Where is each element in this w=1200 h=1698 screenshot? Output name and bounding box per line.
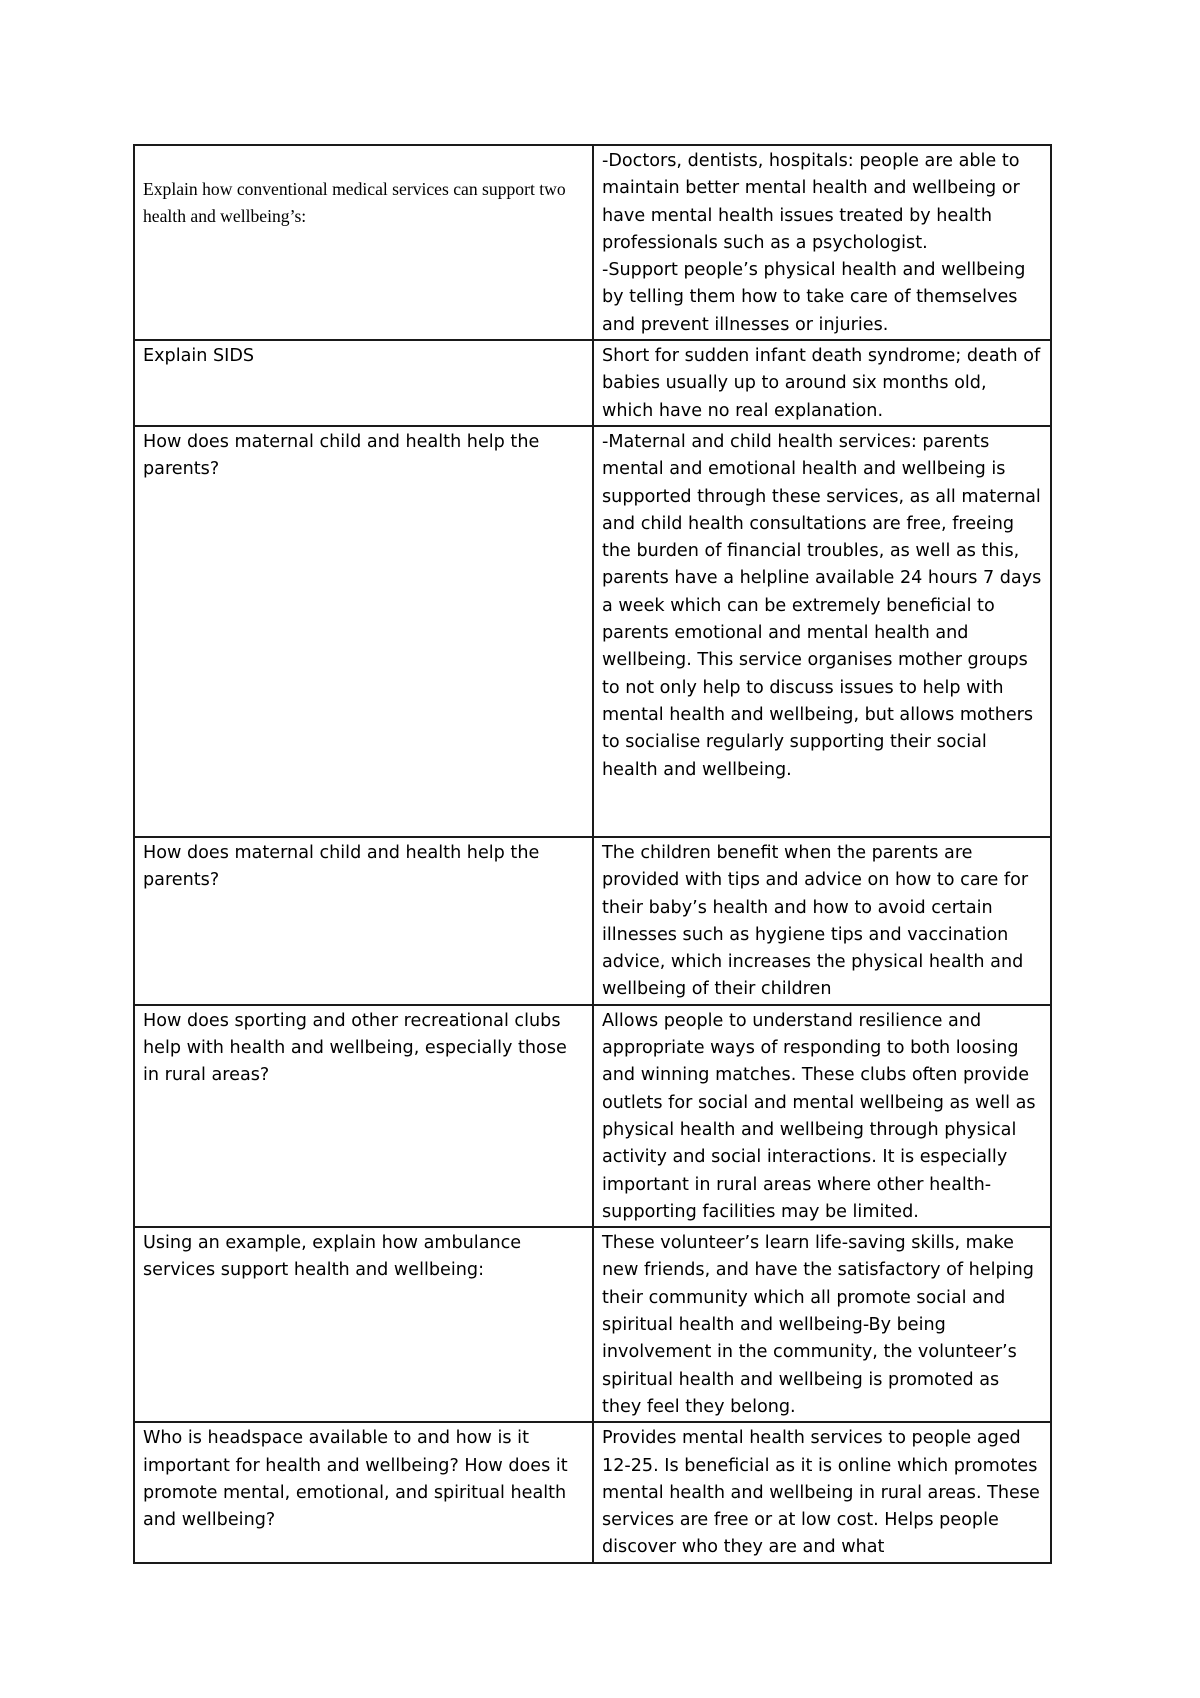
question-cell (134, 1422, 593, 1562)
table-row (134, 1005, 1051, 1227)
question-text: How does maternal child and health help the parents? (143, 431, 540, 480)
question-cell (134, 426, 593, 837)
answer-cell (593, 1005, 1051, 1227)
question-cell (134, 145, 593, 340)
question-cell (134, 1227, 593, 1422)
answer-cell (593, 837, 1051, 1005)
table-row (134, 145, 1051, 340)
question-text: How does maternal child and health help the parents? (143, 842, 540, 891)
answer-text: These volunteer’s learn life-saving skills, make new friends, and have the satisfactory of helping their community which all promote social and spiritual health and wellbeing-By being involvement in the community, the volunteer’s spiritual health and wellbeing is promoted as they feel they belong. (602, 1233, 1034, 1417)
answer-text: -Maternal and child health services: parents mental and emotional health and wellbeing is supported through these services, as all maternal and child health consultations are free, freeing the burden of financial troubles, as well as this, parents have a helpline available 24 hours 7 days a week which can be extremely beneficial to parents emotional and mental health and wellbeing. This service organises mother groups to not only help to discuss issues to help with mental health and wellbeing, but allows mothers to socialise regularly supporting their social health and wellbeing. (602, 431, 1042, 780)
question-text: Explain SIDS (143, 346, 255, 367)
qa-table (133, 144, 1052, 1564)
question-cell (134, 837, 593, 1005)
question-text: How does sporting and other recreational clubs help with health and wellbeing, especially those in rural areas? (143, 1010, 567, 1086)
answer-cell (593, 340, 1051, 426)
question-text: Using an example, explain how ambulance services support health and wellbeing: (143, 1233, 522, 1281)
answer-text: Allows people to understand resilience and appropriate ways of responding to both loosing and winning matches. These clubs often provide outlets for social and mental wellbeing as well as physical health and wellbeing through physical activity and social interactions. It is especially important in rural areas where other health-supporting facilities may be limited. (602, 1010, 1036, 1222)
answer-text: Short for sudden infant death syndrome; death of babies usually up to around six months old, which have no real explanation. (602, 346, 1041, 421)
answer-text: -Support people’s physical health and wellbeing by telling them how to take care of themselves and prevent illnesses or injuries. (602, 260, 1026, 335)
answer-text: Provides mental health services to people aged 12-25. Is beneficial as it is online which promotes mental health and wellbeing in rural areas. These services are free or at low cost. Helps people discover who they are and what (602, 1428, 1040, 1558)
answer-text: -Doctors, dentists, hospitals: people are able to maintain better mental health and wellbeing or have mental health issues treated by health professionals such as a psychologist. (602, 151, 1020, 253)
answer-cell (593, 1227, 1051, 1422)
qa-table-body (134, 145, 1051, 1563)
question-cell (134, 1005, 593, 1227)
question-text: Who is headspace available to and how is it important for health and wellbeing? How does it promote mental, emotional, and spiritual health and wellbeing? (143, 1428, 568, 1531)
table-row (134, 837, 1051, 1005)
table-row (134, 340, 1051, 426)
table-row (134, 426, 1051, 837)
answer-cell (593, 145, 1051, 340)
answer-text: The children benefit when the parents are provided with tips and advice on how to care for their baby’s health and how to avoid certain illnesses such as hygiene tips and vaccination advice, which increases the physical health and wellbeing of their children (602, 842, 1029, 1000)
question-text: Explain how conventional medical services can support two health and wellbeing’s: (143, 179, 566, 227)
table-row (134, 1227, 1051, 1422)
table-row (134, 1422, 1051, 1562)
question-cell (134, 340, 593, 426)
answer-cell (593, 426, 1051, 837)
answer-cell (593, 1422, 1051, 1562)
